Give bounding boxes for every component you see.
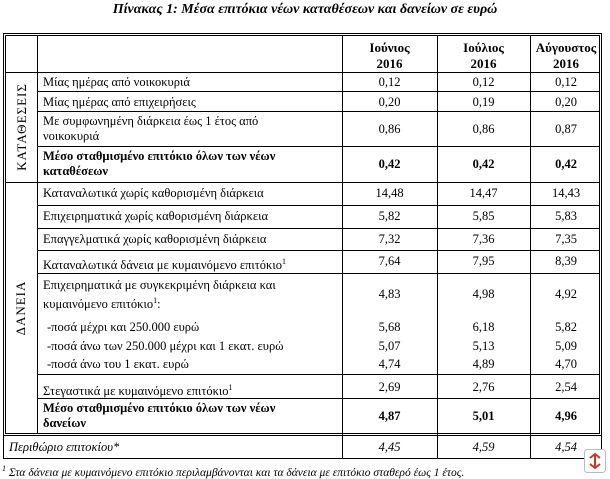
value-july: 5,85	[472, 209, 495, 223]
value-july: 14,47	[469, 186, 498, 200]
row-label: Επιχειρηματικά με συγκεκριμένη διάρκεια και κυμαινόμενο επιτόκιο$^1$:	[43, 278, 276, 312]
value-june: 5,07	[378, 339, 401, 353]
group-label-deposits: ΚΑΤΑΘΕΣΕΙΣ	[14, 83, 29, 171]
row-label: -ποσά άνω του 1 εκατ. ευρώ	[47, 357, 189, 371]
value-june: 4,74	[378, 357, 401, 371]
value-august: 0,12	[555, 75, 577, 89]
col-header-july: Ιούλιος 2016	[463, 40, 504, 71]
value-august: 0,42	[555, 157, 577, 171]
value-august: 0,20	[555, 95, 577, 109]
value-july: 7,36	[472, 232, 495, 246]
row-label-deposits-average: Μέσο σταθμισμένο επιτόκιο όλων των νέων καταθέσεων	[43, 149, 276, 178]
value-june: 2,69	[378, 380, 401, 394]
value-august: 4,70	[555, 357, 577, 371]
row-label: Επιχειρηματικά χωρίς καθορισμένη διάρκεια	[43, 209, 268, 223]
value-august: 5,83	[555, 209, 577, 223]
value-june: 0,12	[378, 75, 401, 89]
col-header-august: Αύγουστος 2016	[535, 40, 597, 71]
row-label: -ποσά άνω των 250.000 μέχρι και 1 εκατ. ευρώ	[47, 339, 284, 353]
value-august: 5,82	[555, 320, 577, 334]
row-label-loans-average: Μέσο σταθμισμένο επιτόκιο όλων των νέων δανείων	[43, 401, 276, 430]
value-june: 0,86	[378, 122, 401, 136]
value-july: 5,13	[472, 339, 495, 353]
value-july: 6,18	[472, 320, 495, 334]
refresh-arrows-icon[interactable]	[584, 449, 606, 473]
col-header-june: Ιούνιος 2016	[369, 40, 410, 71]
value-july: 0,19	[472, 95, 495, 109]
footnote: $^1$ Στα δάνεια με κυμαινόμενο επιτόκιο περιλαμβάνονται και τα δάνεια με επιτόκιο σταθερό έως 1 έτος.	[2, 464, 465, 479]
row-label: Μίας ημέρας από επιχειρήσεις	[43, 95, 196, 109]
value-july: 0,42	[472, 157, 495, 171]
value-june: 4,87	[378, 409, 401, 423]
value-july: 0,12	[472, 75, 495, 89]
value-june: 0,42	[378, 157, 401, 171]
row-label: Μίας ημέρας από νοικοκυριά	[43, 75, 190, 89]
row-label: Στεγαστικά με κυμαινόμενο επιτόκιο$^1$	[43, 383, 233, 399]
value-june: 5,82	[378, 209, 401, 223]
value-august: 0,87	[555, 122, 577, 136]
row-label: Επαγγελματικά χωρίς καθορισμένη διάρκεια	[43, 232, 267, 246]
row-label-interest-margin: Περιθώριο επιτοκίου*	[9, 440, 120, 454]
value-august: 5,09	[555, 339, 577, 353]
value-august: 4,54	[555, 440, 577, 454]
group-label-loans: ΔΑΝΕΙΑ	[13, 280, 28, 336]
value-june: 14,48	[375, 186, 404, 200]
value-august: 4,96	[555, 409, 577, 423]
value-june: 5,68	[378, 320, 401, 334]
value-august: 2,54	[555, 380, 577, 394]
value-july: 2,76	[472, 380, 495, 394]
table-title: Πίνακας 1: Μέσα επιτόκια νέων καταθέσεων και δανείων σε ευρώ	[112, 2, 498, 17]
value-july: 0,86	[472, 122, 495, 136]
value-august: 8,39	[555, 254, 577, 268]
value-july: 7,95	[472, 254, 495, 268]
row-label: Με συμφωνημένη διάρκεια έως 1 έτος από νοικοκυριά	[43, 114, 259, 143]
value-july: 4,98	[472, 287, 495, 301]
value-august: 4,92	[555, 287, 577, 301]
value-june: 7,32	[378, 232, 401, 246]
value-june: 4,83	[378, 287, 401, 301]
row-label: Καταναλωτικά δάνεια με κυμαινόμενο επιτόκιο$^1$	[43, 257, 286, 273]
value-june: 0,20	[378, 95, 401, 109]
value-july: 4,89	[472, 357, 495, 371]
row-label: -ποσά μέχρι και 250.000 ευρώ	[47, 320, 200, 334]
value-june: 4,45	[378, 440, 401, 454]
value-july: 4,59	[472, 440, 495, 454]
value-june: 7,64	[378, 254, 401, 268]
row-label: Καταναλωτικά χωρίς καθορισμένη διάρκεια	[43, 186, 264, 200]
value-august: 7,35	[555, 232, 577, 246]
value-august: 14,43	[551, 186, 581, 200]
value-july: 5,01	[472, 409, 495, 423]
